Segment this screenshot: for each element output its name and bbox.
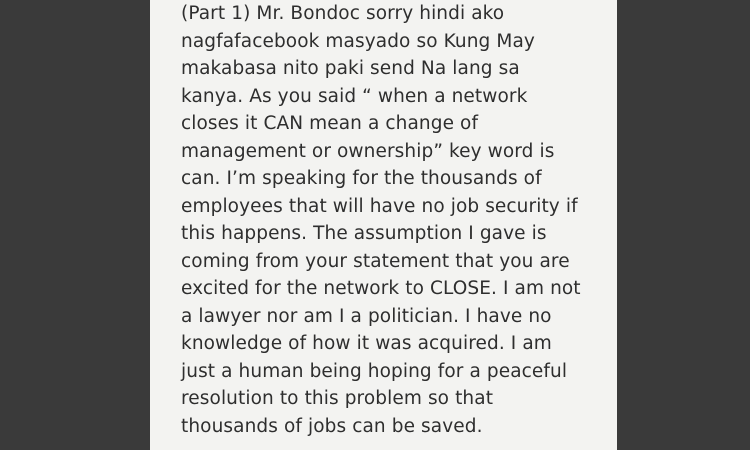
note-line: employees that will have no job security if: [181, 195, 578, 217]
note-line: (Part 1) Mr. Bondoc sorry hindi ako: [181, 3, 505, 24]
note-line: management or ownership” key word is: [181, 140, 555, 162]
right-dark-margin: [617, 0, 750, 450]
note-line: nagfafacebook masyado so Kung May: [181, 30, 535, 52]
note-line: a lawyer nor am I a politician. I have no: [181, 305, 552, 327]
note-line: makabasa nito paki send Na lang sa: [181, 58, 520, 79]
note-line: can. I’m speaking for the thousands of: [181, 168, 542, 189]
note-line: this happens. The assumption I gave is: [181, 223, 547, 244]
note-line: thousands of jobs can be saved.: [181, 415, 483, 437]
note-panel: [150, 0, 617, 450]
note-line: knowledge of how it was acquired. I am: [181, 333, 552, 354]
note-text: [181, 0, 611, 440]
note-line: coming from your statement that you are: [181, 250, 570, 272]
note-line: closes it CAN mean a change of: [181, 113, 479, 134]
left-dark-margin: [0, 0, 150, 450]
note-line: resolution to this problem so that: [181, 388, 494, 409]
note-line: kanya. As you said “ when a network: [181, 85, 528, 107]
note-line: just a human being hoping for a peaceful: [181, 360, 568, 382]
note-line: excited for the network to CLOSE. I am not: [181, 278, 581, 299]
